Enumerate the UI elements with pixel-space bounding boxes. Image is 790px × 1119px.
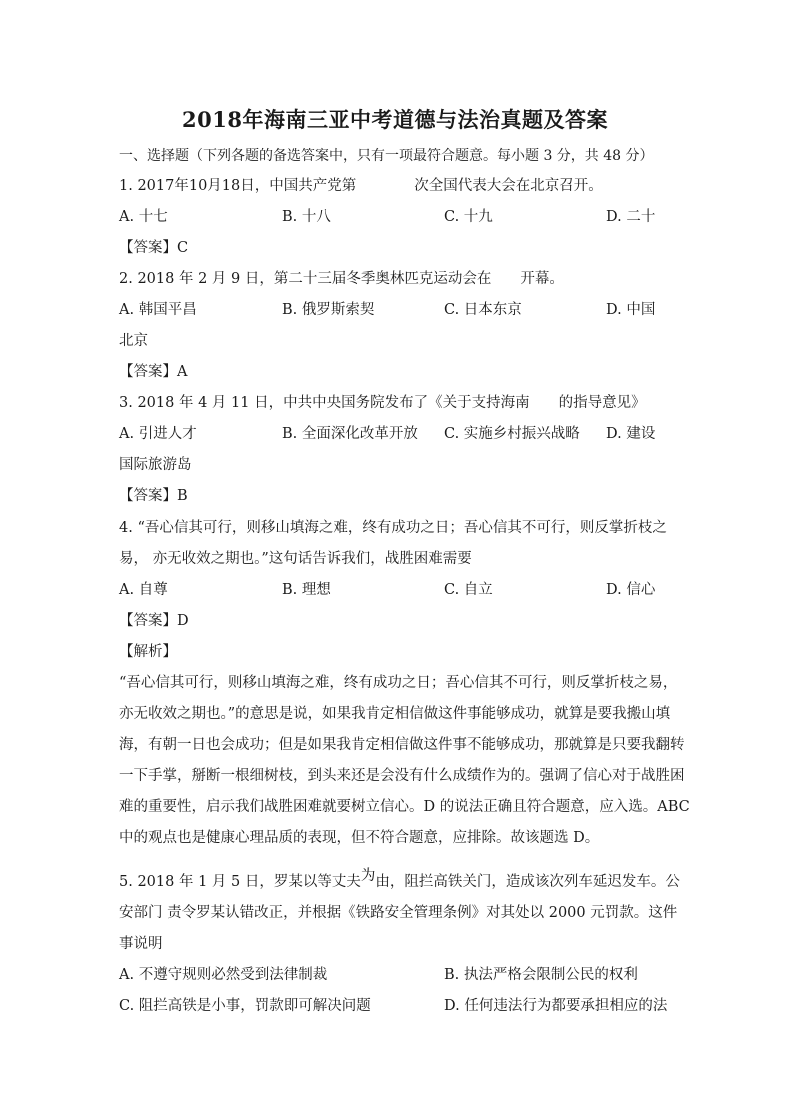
question-2-stem: 2. 2018 年 2 月 9 日，第二十三届冬季奥林匹克运动会在 开幕。	[119, 271, 564, 287]
question-5-stem-part-a: 5. 2018 年 1 月 5 日，罗某以等丈夫	[119, 874, 361, 890]
question-4-stem-line-2: 易， 亦无收效之期也。”这句话告诉我们，战胜困难需要	[119, 551, 472, 567]
question-5-stem-line-2: 安部门 责令罗某认错改正，并根据《铁路安全管理条例》对其处以 2000 元罚款。这件	[119, 905, 678, 921]
question-3-option-c: C. 实施乡村振兴战略	[444, 426, 580, 442]
question-1-option-d: D. 二十	[606, 209, 656, 225]
question-5-option-b: B. 执法严格会限制公民的权利	[444, 967, 638, 983]
question-2-option-c: C. 日本东京	[444, 302, 522, 318]
question-4-answer: 【答案】D	[119, 613, 189, 629]
question-2-option-b: B. 俄罗斯索契	[282, 302, 375, 318]
question-2-answer: 【答案】A	[119, 364, 188, 380]
question-4-analysis-line-5: 难的重要性，启示我们战胜困难就要树立信心。D 的说法正确且符合题意，应入选。ABC	[119, 799, 690, 815]
question-5-stem-line-3: 事说明	[119, 936, 163, 952]
question-3-answer: 【答案】B	[119, 488, 188, 504]
question-1-answer: 【答案】C	[119, 240, 189, 256]
question-5-option-c: C. 阻拦高铁是小事，罚款即可解决问题	[119, 998, 371, 1014]
question-2-option-d: D. 中国	[606, 302, 656, 318]
question-1-option-c: C. 十九	[444, 209, 493, 225]
question-4-analysis-line-3: 海，有朝一日也会成功；但是如果我肯定相信做这件事不能够成功，那就算是只要我翻转	[119, 737, 685, 753]
question-3-stem: 3. 2018 年 4 月 11 日，中共中央国务院发布了《关于支持海南 的指导意见》	[119, 395, 646, 411]
question-4-analysis-label: 【解析】	[119, 644, 177, 660]
question-3-option-d-wrap: 国际旅游岛	[119, 457, 192, 473]
question-5-stem-line-1	[119, 868, 680, 892]
question-5-stem-part-b: 由，阻拦高铁关门，造成该次列车延迟发车。公	[375, 874, 680, 890]
question-3-option-d: D. 建设	[606, 426, 656, 442]
question-4-option-a: A. 自尊	[119, 582, 168, 598]
question-5-option-d: D. 任何违法行为都要承担相应的法	[444, 998, 668, 1014]
question-1-option-a: A. 十七	[119, 209, 168, 225]
question-2-option-d-wrap: 北京	[119, 333, 148, 349]
question-3-option-a: A. 引进人才	[119, 426, 197, 442]
question-1-stem: 1. 2017年10月18日，中国共产党第 次全国代表大会在北京召开。	[119, 178, 603, 194]
question-4-analysis-line-1: “吾心信其可行，则移山填海之难，终有成功之日；吾心信其不可行，则反掌折枝之易，	[119, 675, 678, 691]
question-4-option-b: B. 理想	[282, 582, 331, 598]
question-4-option-d: D. 信心	[606, 582, 656, 598]
question-4-analysis-line-2: 亦无收效之期也。”的意思是说，如果我肯定相信做这件事能够成功，就算是要我搬山填	[119, 706, 671, 722]
question-4-stem-line-1: 4. “吾心信其可行，则移山填海之难，终有成功之日；吾心信其不可行，则反掌折枝之	[119, 520, 667, 536]
section-heading: 一、选择题（下列各题的备选答案中，只有一项最符合题意。每小题 3 分，共 48 分）	[119, 148, 654, 164]
question-4-analysis-line-4: 一下手掌，掰断一根细树枝，到头来还是会没有什么成绩作为的。强调了信心对于战胜困	[119, 768, 685, 784]
question-4-option-c: C. 自立	[444, 582, 493, 598]
question-5-stem-raised-char: 为	[360, 868, 376, 884]
question-3-option-b: B. 全面深化改革开放	[282, 426, 418, 442]
question-5-option-a: A. 不遵守规则必然受到法律制裁	[119, 967, 328, 983]
question-4-analysis-line-6: 中的观点也是健康心理品质的表现，但不符合题意，应排除。故该题选 D。	[119, 830, 600, 846]
question-2-option-a: A. 韩国平昌	[119, 302, 197, 318]
document-title: 2018年海南三亚中考道德与法治真题及答案	[182, 107, 608, 132]
question-1-option-b: B. 十八	[282, 209, 331, 225]
